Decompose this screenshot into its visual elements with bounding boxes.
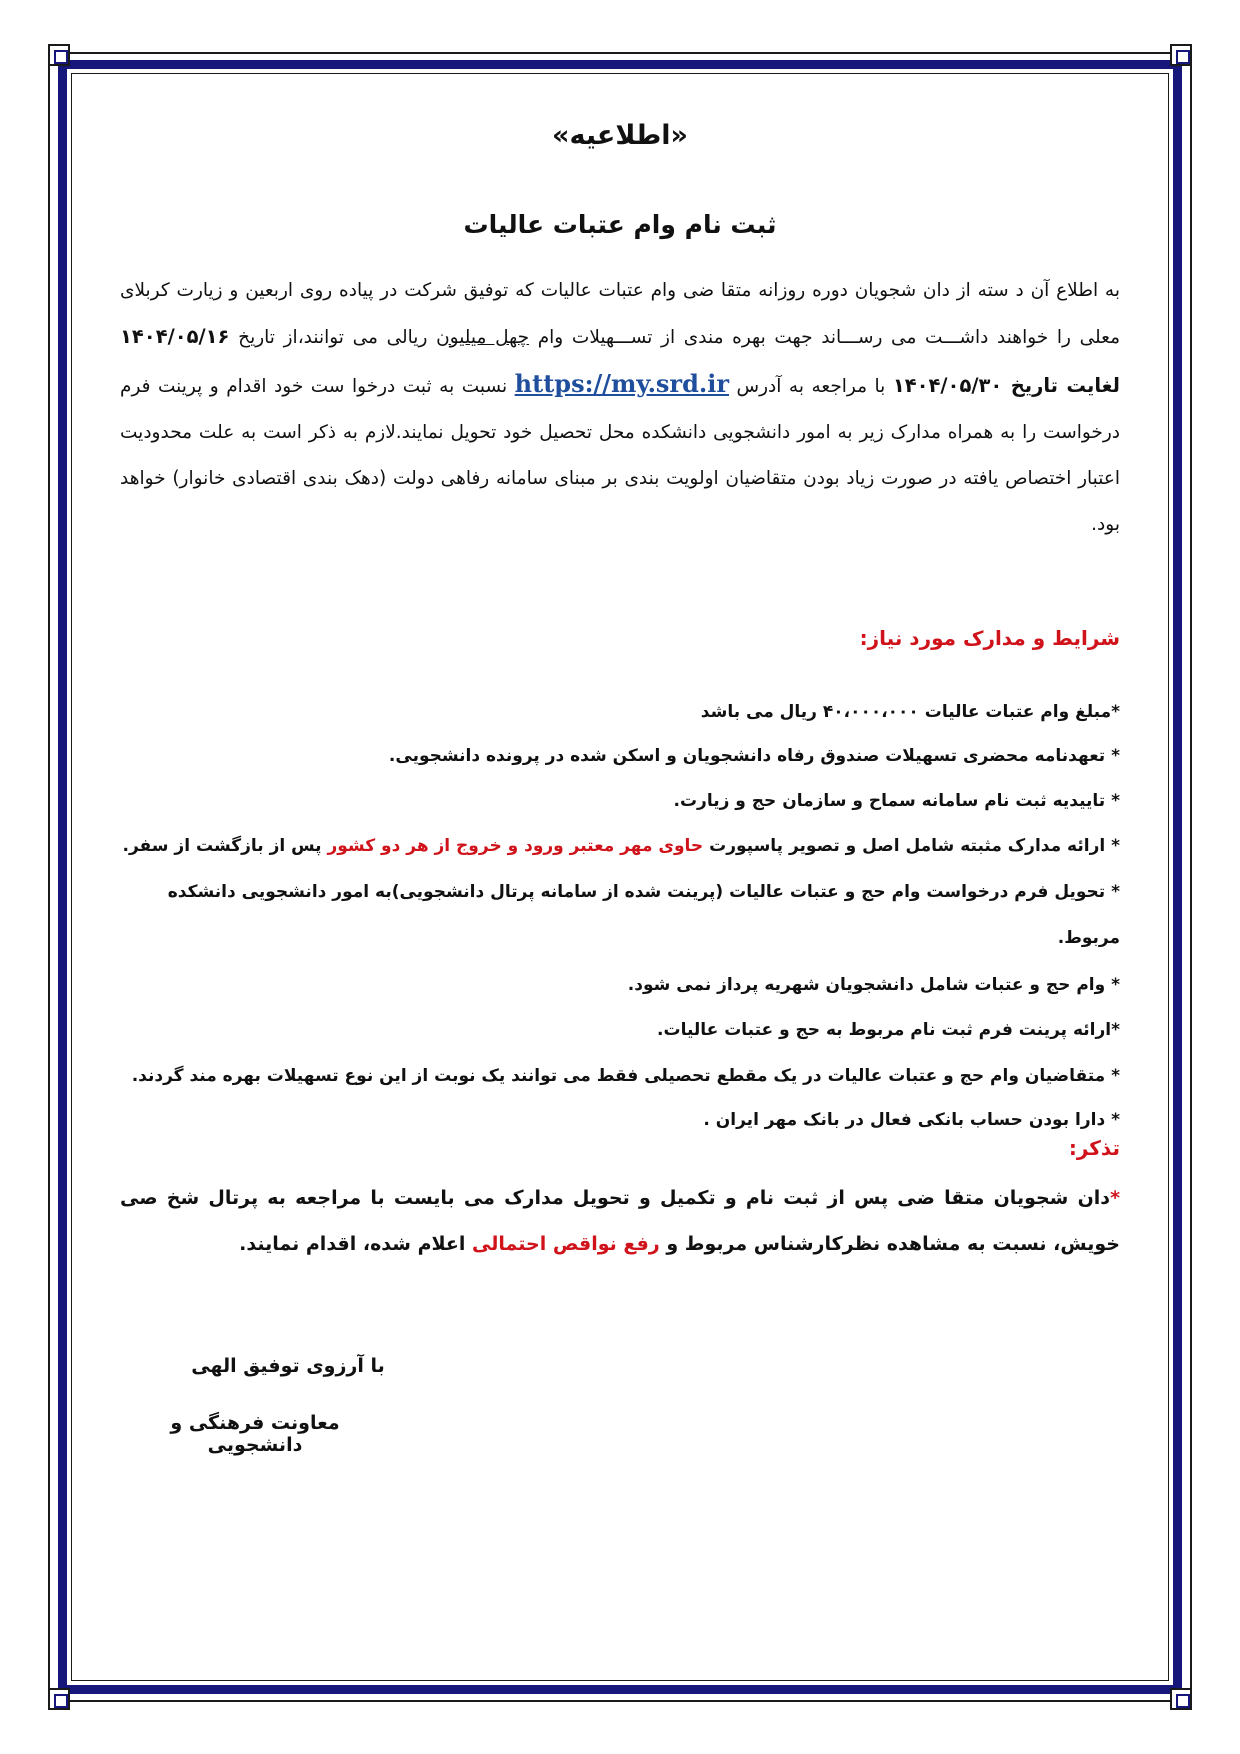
signature-wish: با آرزوی توفیق الهی [191, 1355, 385, 1377]
frame-corner-top-right [1170, 44, 1192, 66]
reminder-heading: تذکر: [1068, 1136, 1120, 1160]
condition-item-2: * تعهدنامه محضری تسهیلات صندوق رفاه دانشجویان و اسکن شده در پرونده دانشجویی. [388, 746, 1120, 766]
intro-text-3: با مراجعه به آدرس [728, 376, 893, 397]
registration-link[interactable]: https://my.srd.ir [514, 369, 729, 398]
condition-item-9: * دارا بودن حساب بانکی فعال در بانک مهر ایران . [703, 1110, 1120, 1130]
condition-item-8: * متقاضیان وام حج و عتبات عالیات در یک مقطع تحصیلی فقط می توانند یک نوبت از این نوع تسهیلات بهره مند گردند. [131, 1066, 1120, 1086]
registration-dates: ۱۴۰۴/۰۵/۱۶ لغایت تاریخ ۱۴۰۴/۰۵/۳۰ [120, 325, 1120, 397]
intro-text-4: نسبت به ثبت درخوا ست خود اقدام و پرینت فرم درخواست را به همراه مدارک زیر به امور دانشجویی دانشکده محل تحصیل خود تحویل نمایند.لازم به ذکر است به علت محدودیت اعتبار اختصاص یافته در صورت زیاد بودن متقاضیان اولویت بندی بر مبنای سامانه رفاهی دولت (دهک بندی اقتصادی خانوار) خواهد بود. [120, 376, 1120, 535]
frame-corner-bottom-left [48, 1688, 70, 1710]
reminder-star: * [1110, 1187, 1120, 1209]
loan-amount-words: چهل میلیون [436, 327, 530, 348]
condition-item-5-line-1: * تحویل فرم درخواست وام حج و عتبات عالیات (پرینت شده از سامانه پرتال دانشجویی)به امور دانشجویی دانشکده [167, 882, 1120, 902]
condition-item-4-highlight: حاوی مهر معتبر ورود و خروج از هر دو کشور [327, 836, 704, 856]
intro-paragraph [120, 268, 1120, 548]
page-subtitle: ثبت نام وام عتبات عالیات [463, 210, 777, 239]
condition-item-4-text-a: * ارائه مدارک مثبته شامل اصل و تصویر پاسپورت [703, 836, 1120, 856]
condition-item-6: * وام حج و عتبات شامل دانشجویان شهریه پرداز نمی شود. [627, 975, 1120, 995]
condition-item-7: *ارائه پرینت فرم ثبت نام مربوط به حج و عتبات عالیات. [657, 1020, 1120, 1040]
intro-text-2: ریالی می توانند،از تاریخ [229, 327, 437, 348]
frame-corner-bottom-right [1170, 1688, 1192, 1710]
conditions-heading: شرایط و مدارک مورد نیاز: [859, 626, 1120, 650]
condition-item-3: * تاییدیه ثبت نام سامانه سماح و سازمان حج و زیارت. [673, 791, 1120, 811]
reminder-highlight: رفع نواقص احتمالی [472, 1233, 660, 1255]
reminder-paragraph [120, 1175, 1120, 1267]
reminder-text-a: دان شجویان متقا ضی پس از ثبت نام و تکمیل و تحویل مدارک می بایست با مراجعه به پرتال شخ صی خویش، نسبت به مشاهده نظرکارشناس مربوط و [120, 1187, 1120, 1255]
frame-corner-top-left [48, 44, 70, 66]
intro-text-1: به اطلاع آن د سته از دان شجویان دوره روزانه متقا ضی وام عتبات عالیات که توفیق شرکت در پیاده روی اربعین و زیارت کربلای معلی را خواهند داشـــت می رســـاند جهت بهره مندی از تســـهیلات وام [120, 280, 1120, 348]
condition-item-4-text-b: پس از بازگشت از سفر. [122, 836, 328, 856]
condition-item-1: *مبلغ وام عتبات عالیات ۴۰،۰۰۰،۰۰۰ ریال می باشد [700, 702, 1120, 722]
condition-item-5-line-2: مربوط. [1057, 928, 1120, 948]
page-title: «اطلاعیه» [552, 120, 688, 151]
reminder-text-b: اعلام شده، اقدام نمایند. [239, 1233, 473, 1255]
signature-office: معاونت فرهنگی و دانشجویی [170, 1412, 340, 1456]
condition-item-4 [120, 824, 1120, 868]
